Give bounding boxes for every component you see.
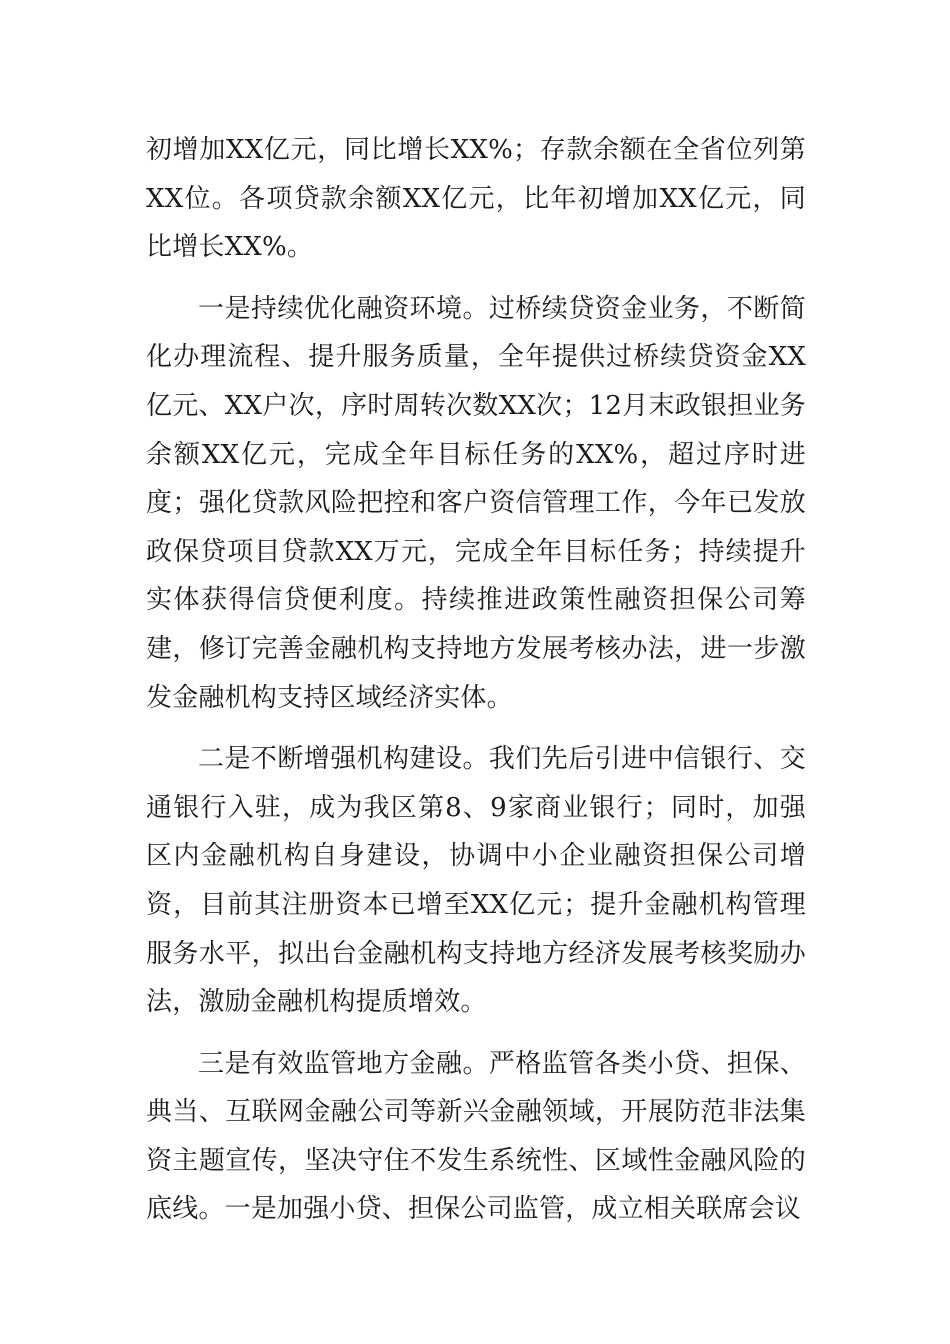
paragraph-institution-building: 二是不断增强机构建设。我们先后引进中信银行、交通银行入驻，成为我区第8、9家商业银行；同时，加强区内金融机构自身建设，协调中小企业融资担保公司增资，目前其注册资本已增至XX亿元；提升金融机构管理服务水平，拟出台金融机构支持地方经济发展考核奖励办法，激励金融机构提质增效。 (146, 744, 806, 1018)
paragraph-local-finance-supervision: 三是有效监管地方金融。严格监管各类小贷、担保、典当、互联网金融公司等新兴金融领域，开展防范非法集资主题宣传，坚决守住不发生系统性、区域性金融风险的底线。一是加强小贷、担保公司监管，成立相关联席会议 (146, 1048, 806, 1225)
paragraph-continuation: 初增加XX亿元，同比增长XX%；存款余额在全省位列第XX位。各项贷款余额XX亿元，比年初增加XX亿元，同比增长XX%。 (146, 135, 806, 263)
paragraph-financing-environment: 一是持续优化融资环境。过桥续贷资金业务，不断简化办理流程、提升服务质量，全年提供过桥续贷资金XX亿元、XX户次，序时周转次数XX次；12月末政银担业务余额XX亿元，完成全年目标任务的XX%，超过序时进度；强化贷款风险把控和客户资信管理工作，今年已发放政保贷项目贷款XX万元，完成全年目标任务；持续提升实体获得信贷便利度。持续推进政策性融资担保公司筹建，修订完善金融机构支持地方发展考核办法，进一步激发金融机构支持区域经济实体。 (146, 293, 806, 713)
document-body (146, 126, 806, 1247)
